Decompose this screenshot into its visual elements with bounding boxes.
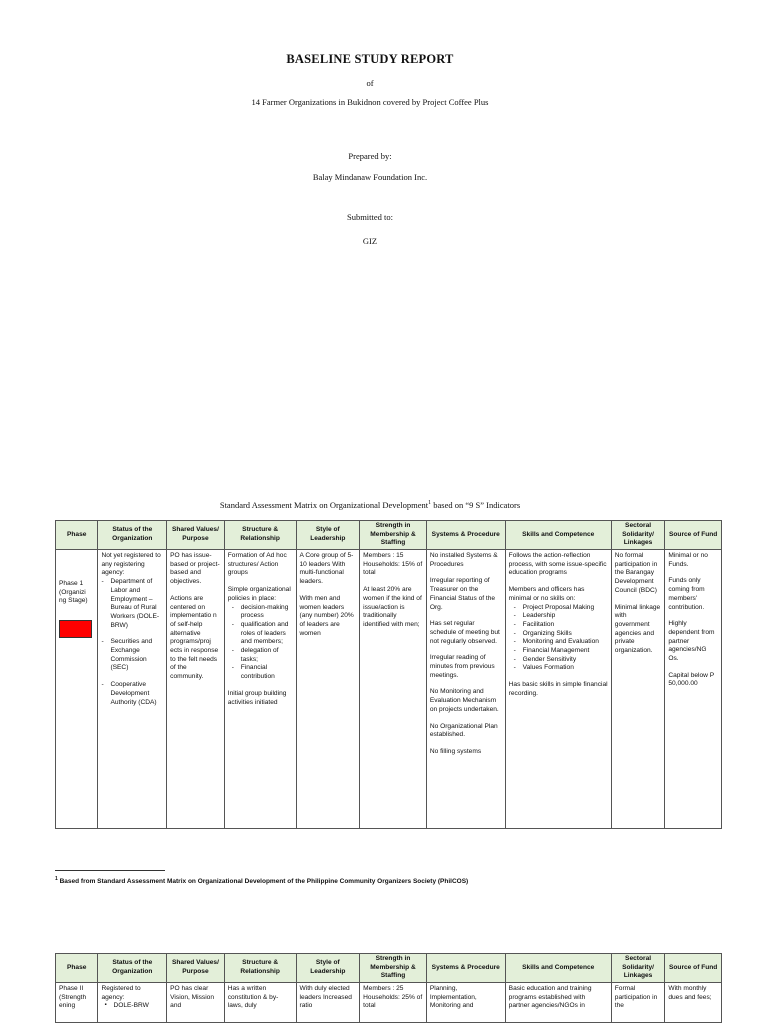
status-item-cda: - Cooperative Development Authority (CDA) bbox=[110, 681, 163, 707]
systems-item: No installed Systems & Procedures bbox=[429, 552, 498, 568]
phase2-strength-cell: Members : 25 Households: 25% of total bbox=[360, 983, 427, 1023]
prepared-by-org: Balay Mindanaw Foundation Inc. bbox=[312, 172, 428, 182]
structure-item: - Financial contribution bbox=[241, 664, 293, 681]
skills-text-1: Follows the action-reflection process, with some issue-specific education programs bbox=[508, 552, 607, 577]
header-structure: Structure & Relationship bbox=[224, 521, 296, 550]
table-row-phase2 bbox=[56, 983, 722, 1023]
skills-item: - Monitoring and Evaluation bbox=[523, 638, 608, 647]
phase1-structure-cell bbox=[224, 550, 296, 829]
skills-item: - Values Formation bbox=[523, 664, 608, 673]
phase1-sectoral-cell bbox=[611, 550, 665, 829]
status-intro: Not yet registered to any registering agency: bbox=[101, 552, 161, 577]
fund-text-3: Highly dependent from partner agencies/NG Os. bbox=[668, 620, 715, 663]
fund-text-1: Minimal or no Funds. bbox=[668, 552, 708, 568]
header-phase: Phase bbox=[56, 521, 98, 550]
header-structure: Structure & Relationship bbox=[224, 954, 296, 983]
header-shared-values: Shared Values/ Purpose bbox=[167, 521, 225, 550]
systems-item: No Organizational Plan established. bbox=[429, 722, 498, 739]
header-status: Status of the Organization bbox=[98, 954, 167, 983]
structure-text-3: Initial group building activities initiated bbox=[227, 689, 287, 706]
submitted-to-label: Submitted to: bbox=[346, 212, 394, 222]
matrix-caption-suffix: based on “9 S” Indicators bbox=[431, 500, 521, 510]
phase1-phase-cell bbox=[56, 550, 98, 829]
values-text-2: Actions are centered on implementatio n of self-help alternative programs/proj ects in response to the felt needs of the community. bbox=[170, 594, 219, 681]
fund-text-4: Capital below P 50,000.00 bbox=[668, 671, 715, 688]
report-title: BASELINE STUDY REPORT bbox=[286, 52, 454, 66]
header-fund: Source of Fund bbox=[665, 521, 722, 550]
phase1-systems-cell bbox=[426, 550, 505, 829]
header-skills: Skills and Competence bbox=[505, 954, 611, 983]
header-sectoral: Sectoral Solidarity/ Linkages bbox=[611, 521, 665, 550]
systems-item: Irregular reading of minutes from previous meetings. bbox=[429, 654, 495, 679]
systems-item: Has set regular schedule of meeting but not regularly observed. bbox=[429, 620, 500, 645]
assessment-matrix-table bbox=[55, 520, 722, 829]
matrix-caption-text: Standard Assessment Matrix on Organizational Development bbox=[219, 500, 429, 510]
header-systems: Systems & Procedure bbox=[426, 954, 505, 983]
sectoral-text-1: No formal participation in the Barangay Development Council (BDC) bbox=[614, 552, 658, 594]
header-phase: Phase bbox=[56, 954, 98, 983]
fund-text-2: Funds only coming from members' contribution. bbox=[668, 577, 705, 611]
status-item-sec: - Securities and Exchange Commission (SEC) bbox=[110, 638, 163, 673]
table-header-row bbox=[56, 954, 722, 983]
phase2-skills-cell: Basic education and training programs established with partner agencies/NGOs in bbox=[505, 983, 611, 1023]
skills-item: - Project Proposal Making bbox=[523, 604, 608, 613]
phase2-structure-cell: Has a written constitution & by-laws, duly bbox=[224, 983, 296, 1023]
structure-item: - delegation of tasks; bbox=[241, 647, 293, 664]
phase2-status-intro: Registered to agency: bbox=[101, 985, 141, 1001]
footnote-number: 1 bbox=[55, 876, 58, 882]
header-skills: Skills and Competence bbox=[505, 521, 611, 550]
skills-item: - Leadership bbox=[523, 612, 608, 621]
footnote bbox=[55, 876, 468, 885]
report-subtitle: 14 Farmer Organizations in Bukidnon covered by Project Coffee Plus bbox=[251, 97, 489, 107]
header-strength: Strength in Membership & Staffing bbox=[360, 521, 427, 550]
skills-item: - Facilitation bbox=[523, 621, 608, 630]
assessment-matrix-table-continued bbox=[55, 953, 722, 1023]
header-sectoral: Sectoral Solidarity/ Linkages bbox=[611, 954, 665, 983]
status-item-dole: - Department of Labor and Employment – Bureau of Rural Workers (DOLE-BRW) bbox=[110, 578, 163, 630]
structure-item: - decision-making process bbox=[241, 604, 293, 621]
header-strength: Strength in Membership & Staffing bbox=[360, 954, 427, 983]
phase2-values-cell: PO has clear Vision, Mission and bbox=[167, 983, 225, 1023]
phase2-status-item: ▪ DOLE-BRW bbox=[113, 1002, 163, 1011]
table-header-row bbox=[56, 521, 722, 550]
structure-item: - qualification and roles of leaders and members; bbox=[241, 621, 293, 647]
prepared-by-label: Prepared by: bbox=[348, 151, 392, 161]
systems-item: No filling systems bbox=[429, 747, 482, 755]
footnote-divider bbox=[55, 870, 165, 871]
header-style: Style of Leadership bbox=[296, 954, 360, 983]
phase1-status-cell bbox=[98, 550, 167, 829]
skills-text-2: Members and officers has minimal or no skills on: bbox=[508, 586, 585, 602]
header-status: Status of the Organization bbox=[98, 521, 167, 550]
phase2-fund-cell: With monthly dues and fees; bbox=[665, 983, 722, 1023]
style-text-2: With men and women leaders (any number) 20% of leaders are women bbox=[299, 594, 354, 637]
phase-status-indicator bbox=[59, 620, 92, 638]
style-text-1: A Core group of 5-10 leaders With multi-functional leaders. bbox=[299, 552, 354, 586]
phase2-sectoral-cell: Formal participation in the bbox=[611, 983, 665, 1023]
submitted-to-org: GIZ bbox=[362, 236, 378, 246]
header-style: Style of Leadership bbox=[296, 521, 360, 550]
footnote-ref[interactable]: 1 bbox=[428, 500, 432, 507]
skills-item: - Financial Management bbox=[523, 647, 608, 656]
structure-text-1: Formation of Ad hoc structures/ Action groups bbox=[227, 552, 287, 577]
header-systems: Systems & Procedure bbox=[426, 521, 505, 550]
strength-text-2: At least 20% are women if the kind of issue/action is traditionally identified with men; bbox=[363, 586, 422, 628]
phase2-status-cell bbox=[98, 983, 167, 1023]
sectoral-text-2: Minimal linkage with government agencies and private organization. bbox=[614, 603, 661, 655]
table-row-phase1 bbox=[56, 550, 722, 829]
phase2-style-cell: With duly elected leaders Increased ratio bbox=[296, 983, 360, 1023]
skills-text-3: Has basic skills in simple financial recording. bbox=[508, 681, 608, 697]
phase1-skills-cell bbox=[505, 550, 611, 829]
systems-item: No Monitoring and Evaluation Mechanism on projects undertaken. bbox=[429, 688, 499, 713]
header-fund: Source of Fund bbox=[665, 954, 722, 983]
phase1-values-cell bbox=[167, 550, 225, 829]
phase2-phase-cell: Phase II (Strength ening bbox=[56, 983, 98, 1023]
phase1-style-cell bbox=[296, 550, 360, 829]
matrix-caption bbox=[0, 500, 740, 510]
values-text-1: PO has issue-based or project-based and objectives. bbox=[170, 552, 220, 586]
footnote-text: Based from Standard Assessment Matrix on Organizational Development of the Philippine Community Organizers Society (PhilCOS) bbox=[57, 878, 469, 886]
skills-item: - Gender Sensitivity bbox=[523, 656, 608, 665]
systems-item: Irregular reporting of Treasurer on the Financial Status of the Org. bbox=[429, 577, 496, 611]
header-shared-values: Shared Values/ Purpose bbox=[167, 954, 225, 983]
phase1-strength-cell bbox=[360, 550, 427, 829]
phase1-fund-cell bbox=[665, 550, 722, 829]
structure-text-2: Simple organizational policies in place: bbox=[227, 586, 291, 602]
skills-item: - Organizing Skills bbox=[523, 630, 608, 639]
phase2-systems-cell: Planning, Implementation, Monitoring and bbox=[426, 983, 505, 1023]
phase1-label: Phase 1 (Organizi ng Stage) bbox=[59, 580, 88, 605]
report-of: of bbox=[366, 78, 374, 88]
strength-text-1: Members : 15 Households: 15% of total bbox=[363, 552, 423, 577]
